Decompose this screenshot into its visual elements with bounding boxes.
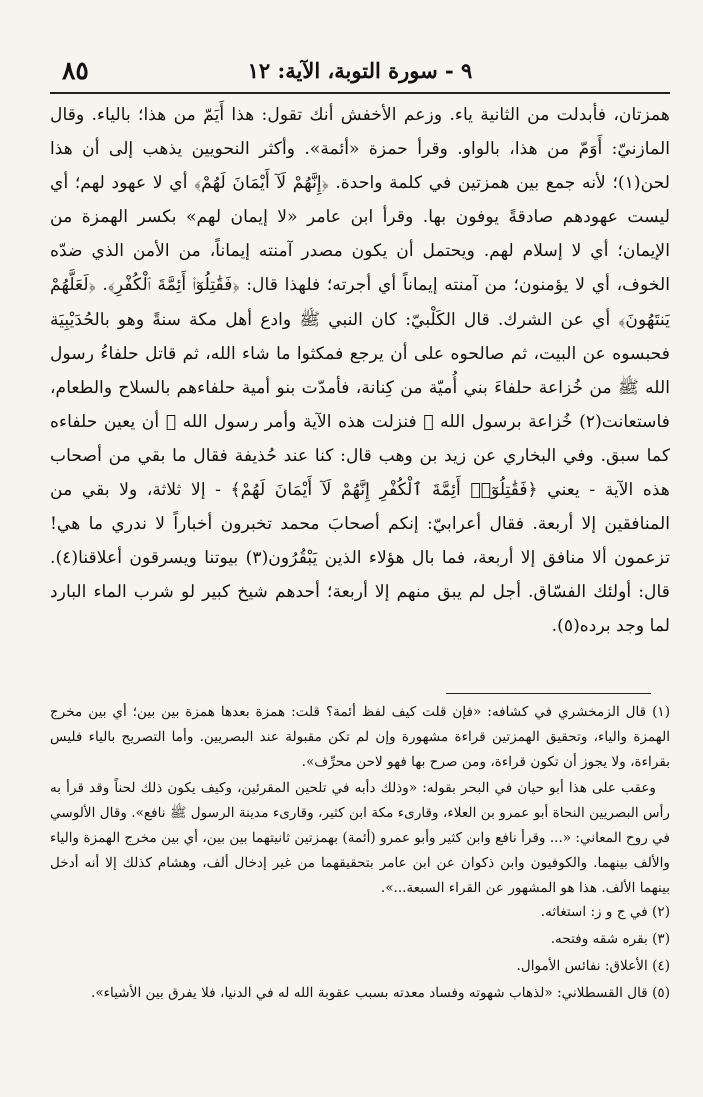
footnote-1-continuation: وعقب على هذا أبو حيان في البحر بقوله: «وذلك دأبه في تلحين المقرئين، وكيف يكون ذلك لحناً وقد قرأ به رأس البصريين النحاة أبو عمرو بن العلاء، وقارىء مكة ابن كثير، وقارىء مدينة الرسول ﷺ نافع». وقال الألوسي في روح المعاني: «... وقرأ نافع وابن كثير وأبو عمرو (أئمة) بهمزتين ثانيتهما بين بين، أي بين مخرج الهمزة والياء والألف بينهما. والكوفيون وابن ذكوان عن ابن عامر بتحقيقهما من غير إدخال ألف، وهشام كذلك إلا أنه أدخل بينهما الألف. هذا هو المشهور عن القراء السبعة...». <box>50 780 670 896</box>
footnote-divider <box>446 693 651 694</box>
footnotes <box>50 700 670 1040</box>
footnote-2: (٢) في ج و ز: استغاثه. <box>540 904 670 921</box>
header-divider <box>50 92 670 94</box>
main-body-text: همزتان، فأبدلت من الثانية ياء. وزعم الأخفش أنك تقول: هذا أَيَمّ من هذا؛ بالياء. وقال المازنيّ: أَوَمّ من هذا، بالواو. وقرأ حمزة «أئمة». وأكثر النحويين يذهب إلى أن هذا لحن(١)؛ لأنه جمع بين همزتين في كلمة واحدة. ﴿إِنَّهُمْ لَآ أَيْمَانَ لَهُمْ﴾ أي لا عهود لهم؛ أي ليست عهودهم صادقةً يوفون بها. وقرأ ابن عامر «لا إيمان لهم» بكسر الهمزة من الإيمان؛ أي لا إسلام لهم. ويحتمل أن يكون مصدر آمنته إيماناً، من الأمن الذي ضدّه الخوف، أي لا يؤمنون؛ من آمنته إيماناً أي أجرته؛ فلهذا قال: ﴿فَقَٰتِلُوٓا۟ أَئِمَّةَ ٱلْكُفْرِ﴾. ﴿لَعَلَّهُمْ يَنتَهُونَ﴾ أي عن الشرك. قال الكَلْبيّ: كان النبي ﷺ وادع أهل مكة سنةً وهو بالحُدَيْبِيَة فحبسوه عن البيت، ثم صالحوه على أن يرجع فمكثوا ما شاء الله، ثم قاتل حلفاءُ رسول الله ﷺ من خُزاعة حلفاءَ بني أُميّة من كِنانة، فأمدّت بنو أمية حلفاءهم بالسلاح والطعام، فاستعانت(٢) خُزاعة برسول الله ﷺ فنزلت هذه الآية وأمر رسول الله ﷺ أن يعين حلفاءه كما سبق. وفي البخاري عن زيد بن وهب قال: كنا عند حُذيفة فقال ما بقي من أصحاب هذه الآية - يعني ﴿فَقَٰتِلُوٓا۟ أَئِمَّةَ ٱلْكُفْرِ إِنَّهُمْ لَآ أَيْمَانَ لَهُمْ﴾ - إلا ثلاثة، ولا بقي من المنافقين إلا أربعة. فقال أعرابيّ: إنكم أصحابَ محمد تخبرون أخباراً لا ندري ما هي! تزعمون ألا منافق إلا أربعة، فما بال هؤلاء الذين يَبْقُرُون(٣) بيوتنا ويسرقون أعلاقنا(٤). قال: أولئك الفسّاق. أجل لم يبق منهم إلا أربعة؛ أحدهم شيخ كبير لو شرب الماء البارد لما وجد برده(٥). <box>50 105 671 637</box>
page-number: ٨٥ <box>62 56 89 85</box>
footnote-5: (٥) قال القسطلاني: «لذهاب شهوته وفساد معدته بسبب عقوبة الله له في الدنيا، فلا يفرق بين الأشياء». <box>91 984 670 1001</box>
footnote-1: (١) قال الزمخشري في كشافه: «فإن قلت كيف لفظ أئمة؟ قلت: همزة بعدها همزة بين بين؛ أي بين مخرج الهمزة والياء، وتحقيق الهمزتين قراءة مشهورة وإن لم تكن مقبولة عند البصريين. وأما التصريح بالياء فليس بقراءة، ولا يجوز أن تكون قراءة، ومن صرح بها فهو لاحن محرِّف». <box>50 704 670 770</box>
running-title: ٩ - سورة التوبة، الآية: ١٢ <box>247 58 473 83</box>
footnote-4: (٤) الأعلاق: نفائس الأموال. <box>516 957 670 974</box>
footnote-3: (٣) بقره شقه وفتحه. <box>550 931 670 948</box>
page-header <box>50 52 670 92</box>
